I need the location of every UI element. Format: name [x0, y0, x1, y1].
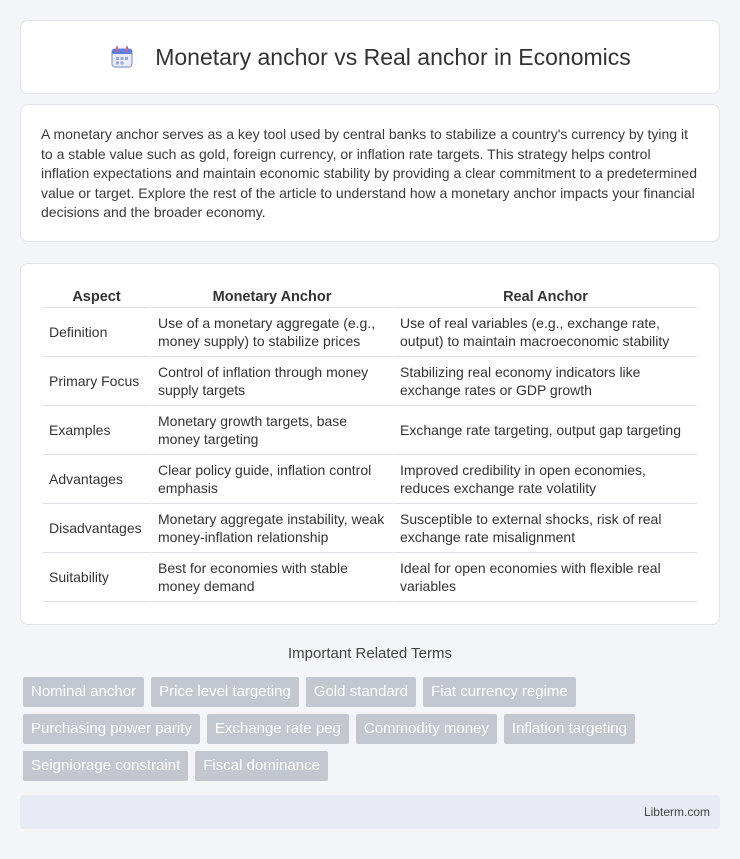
tag-price-level-targeting[interactable]: Price level targeting — [151, 677, 299, 707]
footer — [20, 795, 720, 829]
tag-row — [23, 751, 723, 781]
row-monetary: Monetary aggregate instability, weak money-inflation relationship — [150, 504, 392, 553]
table-row — [43, 504, 697, 553]
table-row — [43, 455, 697, 504]
tag-inflation-targeting[interactable]: Inflation targeting — [504, 714, 635, 744]
tag-nominal-anchor[interactable]: Nominal anchor — [23, 677, 144, 707]
header-aspect: Aspect — [43, 283, 150, 308]
page-title: Monetary anchor vs Real anchor in Economics — [155, 43, 631, 70]
tag-seigniorage-constraint[interactable]: Seigniorage constraint — [23, 751, 188, 781]
intro-card — [20, 104, 720, 242]
row-monetary: Monetary growth targets, base money targeting — [150, 406, 392, 455]
row-monetary: Control of inflation through money supply targets — [150, 357, 392, 406]
calendar-icon — [109, 44, 135, 70]
title-bar — [21, 21, 719, 93]
table-row — [43, 308, 697, 357]
tag-exchange-rate-peg[interactable]: Exchange rate peg — [207, 714, 349, 744]
row-real: Susceptible to external shocks, risk of real exchange rate misalignment — [392, 504, 697, 553]
tag-fiscal-dominance[interactable]: Fiscal dominance — [195, 751, 328, 781]
header-real-anchor: Real Anchor — [392, 283, 697, 308]
tag-purchasing-power-parity[interactable]: Purchasing power parity — [23, 714, 200, 744]
row-aspect: Primary Focus — [43, 357, 150, 406]
row-aspect: Suitability — [43, 553, 150, 602]
row-real: Use of real variables (e.g., exchange rate, output) to maintain macroeconomic stability — [392, 308, 697, 357]
intro-paragraph: A monetary anchor serves as a key tool used by central banks to stabilize a country's currency by tying it to a stable value such as gold, foreign currency, or inflation rate targets. This strategy helps control inflation expectations and maintain economic stability by providing a clear commitment to a predetermined value or target. Explore the rest of the article to understand how a monetary anchor impacts your financial decisions and the broader economy. — [41, 126, 698, 221]
row-aspect: Definition — [43, 308, 150, 357]
tag-fiat-currency-regime[interactable]: Fiat currency regime — [423, 677, 576, 707]
table-row — [43, 406, 697, 455]
row-monetary: Use of a monetary aggregate (e.g., money supply) to stabilize prices — [150, 308, 392, 357]
related-terms-tags — [23, 677, 723, 788]
tag-gold-standard[interactable]: Gold standard — [306, 677, 416, 707]
title-card — [20, 20, 720, 94]
tag-row — [23, 677, 723, 707]
tag-commodity-money[interactable]: Commodity money — [356, 714, 497, 744]
row-real: Improved credibility in open economies, reduces exchange rate volatility — [392, 455, 697, 504]
table-header-row — [43, 283, 697, 308]
row-aspect: Examples — [43, 406, 150, 455]
row-aspect: Disadvantages — [43, 504, 150, 553]
row-monetary: Clear policy guide, inflation control emphasis — [150, 455, 392, 504]
footer-site-link[interactable]: Libterm.com — [643, 805, 710, 819]
row-monetary: Best for economies with stable money demand — [150, 553, 392, 602]
row-real: Ideal for open economies with flexible real variables — [392, 553, 697, 602]
row-real: Exchange rate targeting, output gap targeting — [392, 406, 697, 455]
header-monetary-anchor: Monetary Anchor — [150, 283, 392, 308]
related-terms-heading: Important Related Terms — [288, 645, 452, 662]
table-row — [43, 357, 697, 406]
comparison-table — [43, 283, 697, 602]
row-aspect: Advantages — [43, 455, 150, 504]
row-real: Stabilizing real economy indicators like exchange rates or GDP growth — [392, 357, 697, 406]
tag-row — [23, 714, 723, 744]
table-row — [43, 553, 697, 602]
comparison-table-card — [20, 263, 720, 625]
